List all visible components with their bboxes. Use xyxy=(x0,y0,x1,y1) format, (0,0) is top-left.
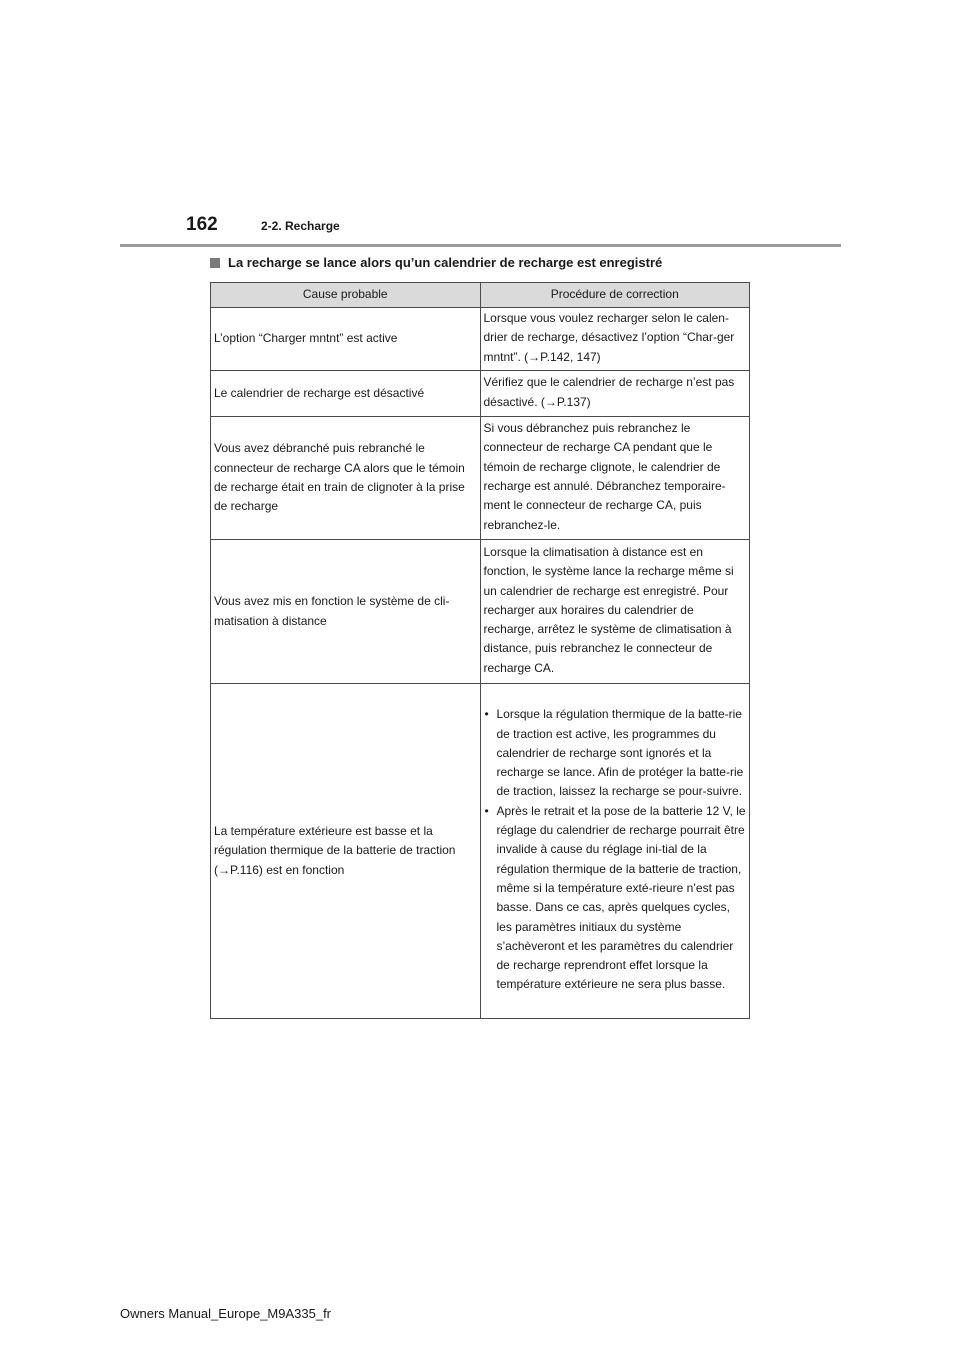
list-item: • Après le retrait et la pose de la batterie 12 V, le réglage du calendrier de recharge pourrait être invalide à cause du réglage ini-tial de la régulation thermique de la batterie de traction, même si la température exté-rieure n’est pas basse. Dans ce cas, après quelques cycles, les paramètres initiaux du système s’achèveront et les paramètres du calendrier de recharge reprendront effet lorsque la température extérieure ne sera plus basse. xyxy=(484,802,747,995)
table-header-row xyxy=(211,283,750,308)
correction-cell xyxy=(480,684,750,1019)
cause-cell: Vous avez mis en fonction le système de cli-matisation à distance xyxy=(211,540,481,684)
cause-cell: Le calendrier de recharge est désactivé xyxy=(211,371,481,417)
page-number: 162 xyxy=(186,214,218,235)
subsection-heading xyxy=(210,255,662,270)
list-item: • Lorsque la régulation thermique de la batte-rie de traction est active, les programmes du calendrier de recharge sont ignorés et la recharge se lance. Afin de protéger la batte-rie de traction, laissez la recharge se pour-suivre. xyxy=(484,705,747,801)
column-header-correction: Procédure de correction xyxy=(480,283,750,308)
correction-cell: Lorsque la climatisation à distance est en fonction, le système lance la recharge même si un calendrier de recharge est enregistré. Pour recharger aux horaires du calendrier de recharge, arrêtez le système de climatisation à distance, puis rebranchez le connecteur de recharge CA. xyxy=(480,540,750,684)
square-bullet-icon xyxy=(210,258,220,268)
table-row xyxy=(211,417,750,540)
correction-bullet-list xyxy=(484,705,747,994)
cause-cell: Vous avez débranché puis rebranché le connecteur de recharge CA alors que le témoin de recharge était en train de clignoter à la prise de recharge xyxy=(211,417,481,540)
cause-cell: La température extérieure est basse et la régulation thermique de la batterie de traction (→P.116) est en fonction xyxy=(211,684,481,1019)
table-row xyxy=(211,540,750,684)
correction-cell: Si vous débranchez puis rebranchez le connecteur de recharge CA pendant que le témoin de recharge clignote, le calendrier de recharge est annulé. Débranchez temporaire-ment le connecteur de recharge CA, puis rebranchez-le. xyxy=(480,417,750,540)
section-title: 2-2. Recharge xyxy=(261,219,340,233)
table-row xyxy=(211,371,750,417)
correction-cell: Lorsque vous voulez recharger selon le calen-drier de recharge, désactivez l’option “Char-ger mntnt”. (→P.142, 147) xyxy=(480,308,750,371)
table-row xyxy=(211,308,750,371)
footer-document-id: Owners Manual_Europe_M9A335_fr xyxy=(120,1306,332,1321)
correction-cell: Vérifiez que le calendrier de recharge n’est pas désactivé. (→P.137) xyxy=(480,371,750,417)
column-header-cause: Cause probable xyxy=(211,283,481,308)
header-divider xyxy=(120,244,841,247)
cause-cell: L’option “Charger mntnt” est active xyxy=(211,308,481,371)
subsection-heading-text: La recharge se lance alors qu’un calendrier de recharge est enregistré xyxy=(228,255,663,270)
table-row xyxy=(211,684,750,1019)
troubleshooting-table xyxy=(210,282,750,1019)
